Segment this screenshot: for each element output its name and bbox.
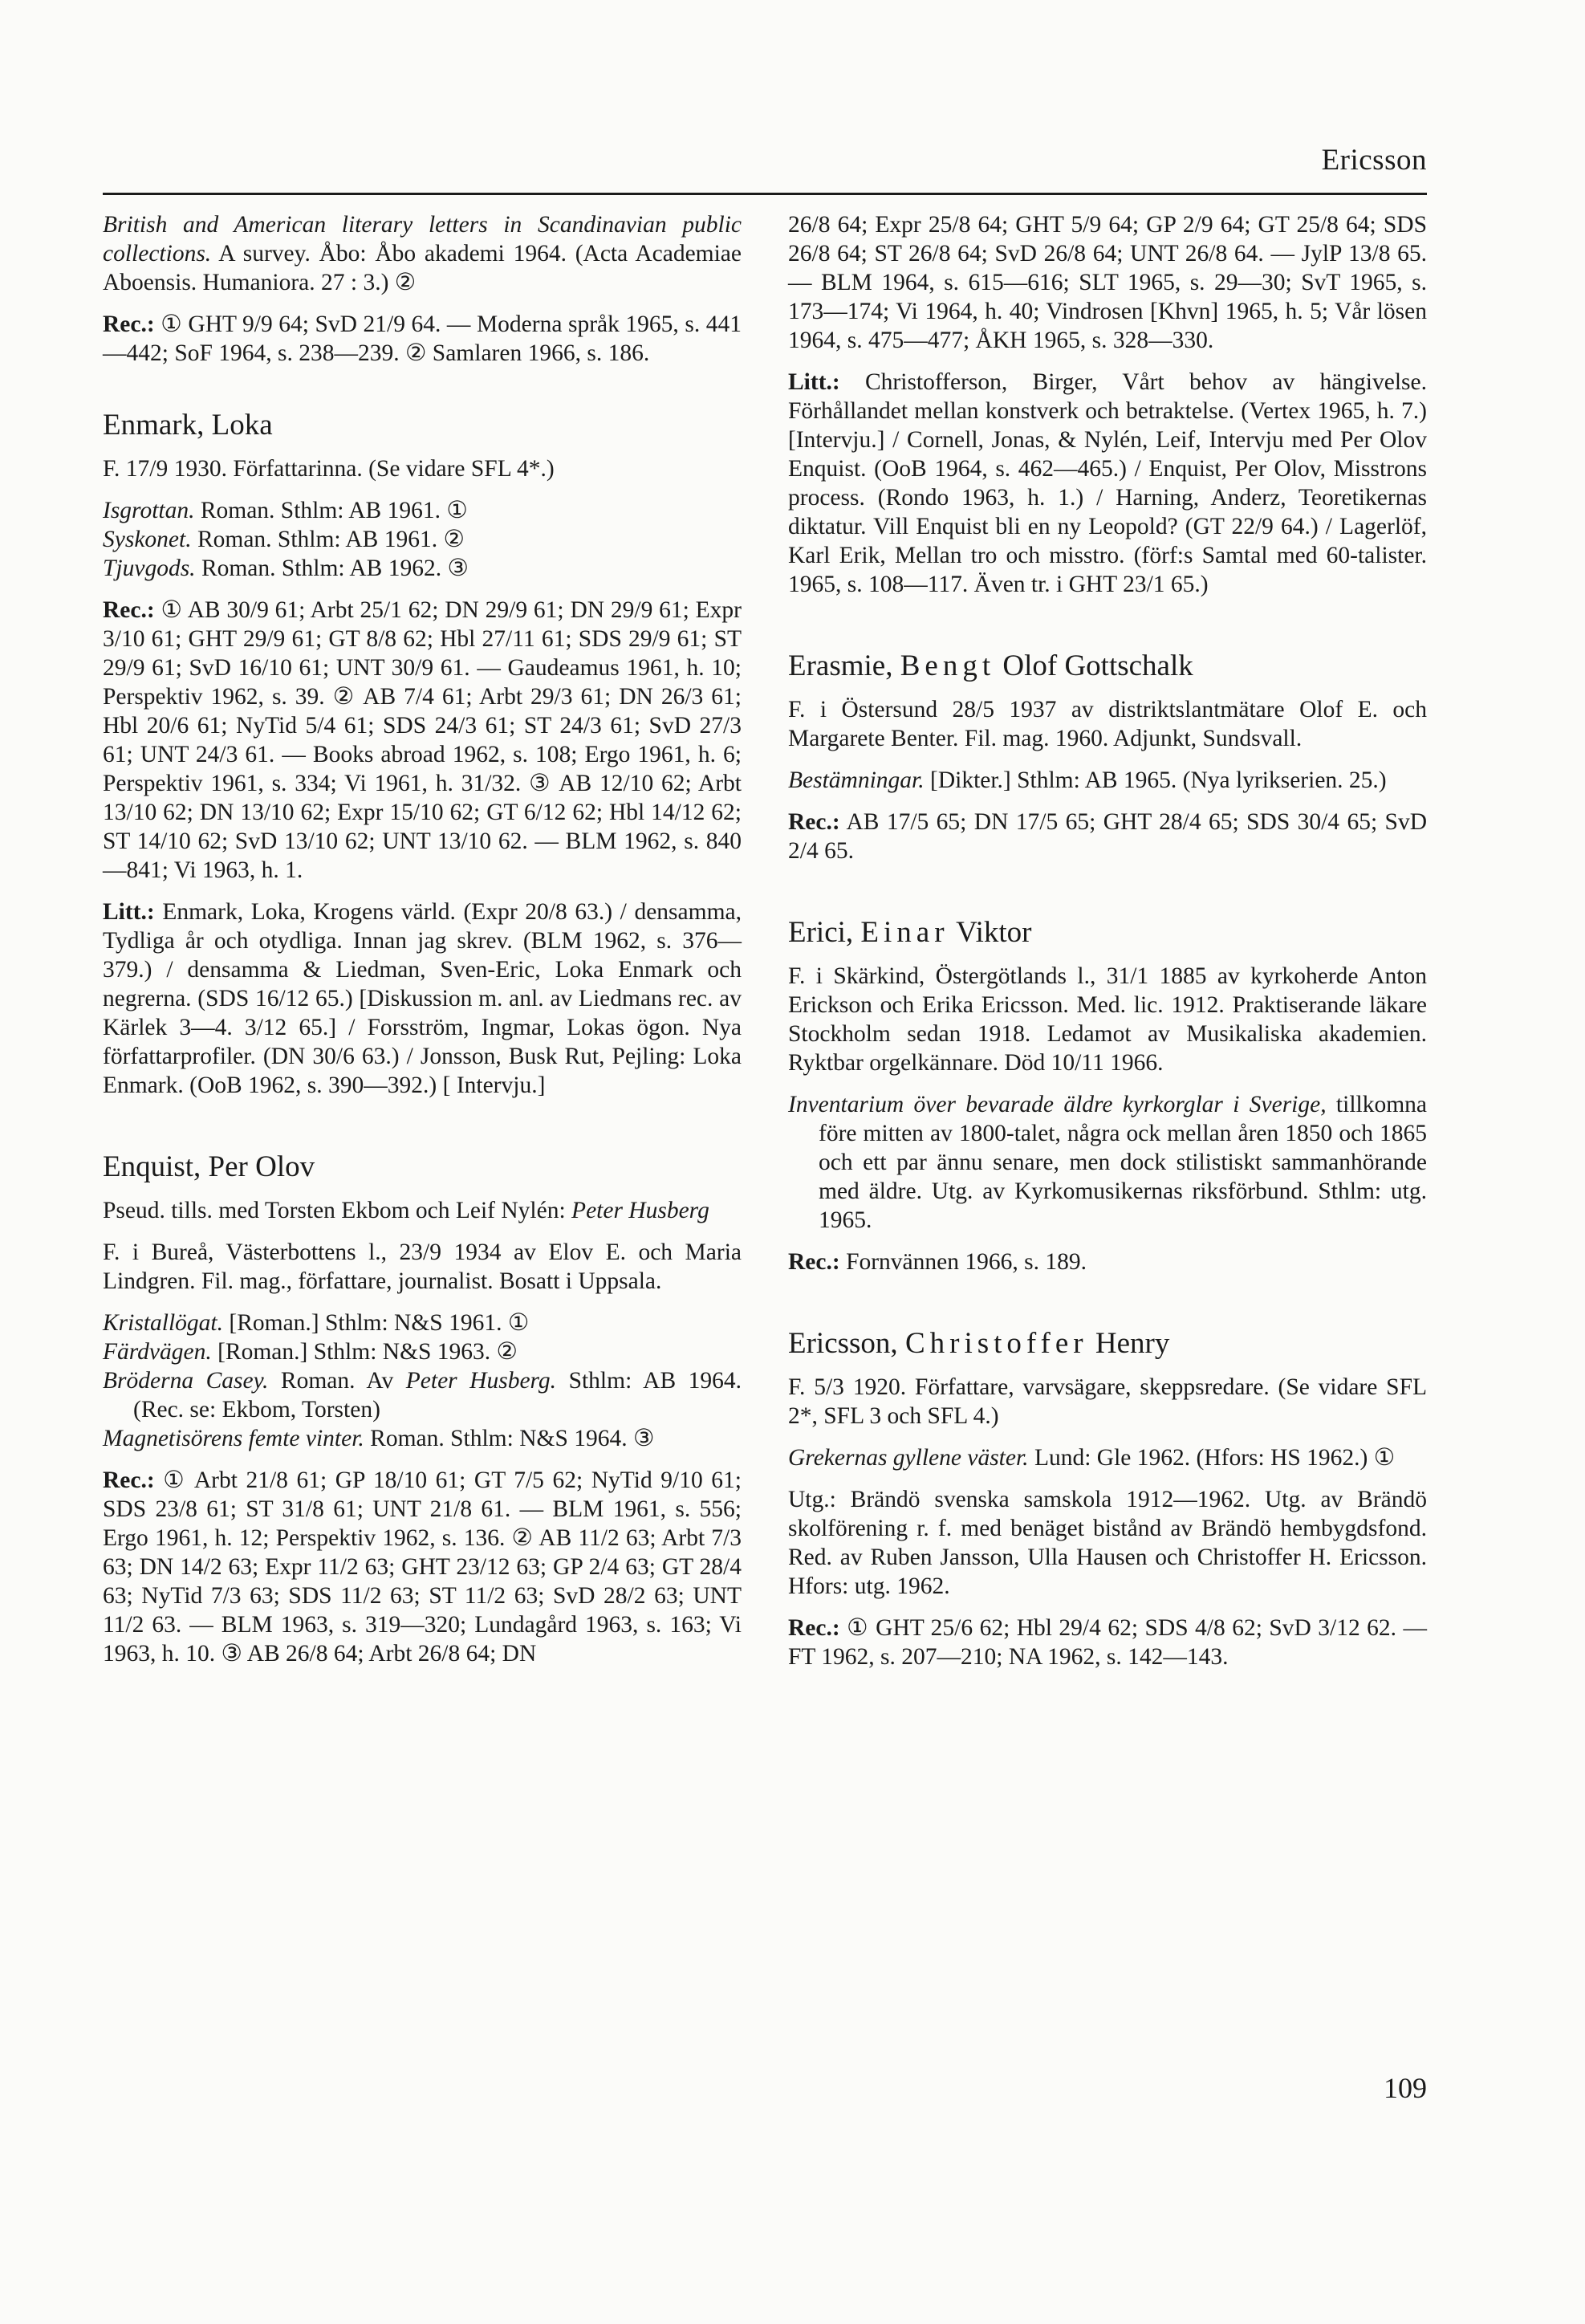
- entry-heading-enquist: Enquist, Per Olov: [103, 1150, 315, 1183]
- work-item: [103, 1366, 742, 1424]
- work-title: Isgrottan.: [103, 498, 195, 523]
- work-item: [103, 496, 742, 525]
- work-details: Roman. Sthlm: N&S 1964. ③: [364, 1426, 655, 1451]
- work-title: Grekernas gyllene väster.: [788, 1445, 1029, 1471]
- work-title: Färdvägen.: [103, 1339, 212, 1365]
- heading-names: Viktor: [949, 916, 1032, 949]
- work-title: British and American literary letters in Scandinavian public collections.: [103, 212, 742, 267]
- work-title: Bröderna Casey.: [103, 1368, 269, 1394]
- entry-continuation: [103, 210, 742, 297]
- work-details: Roman. Sthlm: AB 1961. ①: [194, 498, 468, 523]
- work-details: A survey. Åbo: Åbo akademi 1964. (Acta Academiae Aboensis. Humaniora. 27 : 3.) ②: [103, 241, 742, 295]
- work-item: [103, 525, 742, 554]
- heading-names: Henry: [1087, 1327, 1170, 1360]
- work-details: [Dikter.] Sthlm: AB 1965. (Nya lyrikserien. 25.): [924, 767, 1387, 793]
- header-rule: [103, 193, 1427, 195]
- works-list: [788, 1443, 1427, 1472]
- entry-heading-erici: [788, 915, 1427, 950]
- entry-heading-erasmie: [788, 649, 1427, 684]
- work-details: tillkomna före mitten av 1800-talet, några ock mellan åren 1850 och 1865 och ett par ännu senare, men dock stilistiskt sammanhörande med äldre. Utg. av Kyrkomusikernas riksförbund. Sthlm: utg. 1965.: [819, 1092, 1428, 1233]
- rec-text: ① Arbt 21/8 61; GP 18/10 61; GT 7/5 62; NyTid 9/10 61; SDS 23/8 61; ST 31/8 61; UNT 21/8 61. — BLM 1961, s. 556; Ergo 1961, h. 12; Perspektiv 1962, s. 136. ② AB 11/2 63; Arbt 7/3 63; DN 14/2 63; Expr 11/2 63; GHT 23/12 63; GP 2/4 63; GT 28/4 63; NyTid 7/3 63; SDS 11/2 63; ST 11/2 63; SvD 28/2 63; UNT 11/2 63. — BLM 1963, s. 319—320; Lundagård 1963, s. 163; Vi 1963, h. 10. ③ AB 26/8 64; Arbt 26/8 64; DN: [103, 1467, 742, 1667]
- heading-surname: Erasmie,: [788, 649, 900, 682]
- bio: F. i Östersund 28/5 1937 av distriktslantmätare Olof E. och Margarete Benter. Fil. mag. 1960. Adjunkt, Sundsvall.: [788, 697, 1427, 751]
- work-title: Kristallögat.: [103, 1310, 223, 1336]
- rec-label: Rec.:: [103, 311, 155, 337]
- literature: [788, 368, 1427, 599]
- running-head: Ericsson: [1321, 144, 1427, 177]
- work-details: [Roman.] Sthlm: N&S 1961. ①: [223, 1310, 530, 1336]
- rec-text: ① GHT 9/9 64; SvD 21/9 64. — Moderna språk 1965, s. 441—442; SoF 1964, s. 238—239. ② Samlaren 1966, s. 186.: [103, 311, 742, 366]
- rec-label: Rec.:: [788, 1615, 840, 1641]
- bio: F. 5/3 1920. Författare, varvsägare, skeppsredare. (Se vidare SFL 2*, SFL 3 och SFL 4.): [788, 1374, 1427, 1429]
- work-item: [788, 1090, 1427, 1235]
- rec-label: Rec.:: [788, 1249, 840, 1275]
- bio: F. 17/9 1930. Författarinna. (Se vidare SFL 4*.): [103, 456, 555, 482]
- heading-callname: Christoffer: [904, 1327, 1088, 1360]
- work-details: Roman. Sthlm: AB 1962. ③: [195, 556, 469, 581]
- work-title: Tjuvgods.: [103, 556, 196, 581]
- litt-label: Litt.:: [103, 899, 155, 925]
- heading-names: Olof Gottschalk: [995, 649, 1193, 682]
- work-title: Syskonet.: [103, 527, 192, 552]
- works-list: [788, 1090, 1427, 1235]
- reviews-continuation: 26/8 64; Expr 25/8 64; GHT 5/9 64; GP 2/9 64; GT 25/8 64; SDS 26/8 64; ST 26/8 64; SvD 26/8 64; UNT 26/8 64. — JylP 13/8 65. — BLM 1964, s. 615—616; SLT 1965, s. 29—30; SvT 1965, s. 173—174; Vi 1964, h. 40; Vindrosen [Khvn] 1965, h. 5; Vår lösen 1964, s. 475—477; ÅKH 1965, s. 328—330.: [788, 212, 1427, 353]
- work-details: [Roman.] Sthlm: N&S 1963. ②: [211, 1339, 518, 1365]
- literature: [103, 897, 742, 1100]
- rec-text: ① GHT 25/6 62; Hbl 29/4 62; SDS 4/8 62; SvD 3/12 62. — FT 1962, s. 207—210; NA 1962, s. 142—143.: [788, 1615, 1427, 1670]
- page-number: 109: [1384, 2072, 1427, 2104]
- reviews: [103, 310, 742, 368]
- bio: F. i Skärkind, Östergötlands l., 31/1 1885 av kyrkoherde Anton Erickson och Erika Ericsson. Med. lic. 1912. Praktiserande läkare Stockholm sedan 1918. Ledamot av Musikaliska akademien. Ryktbar orgelkännare. Död 10/11 1966.: [788, 963, 1427, 1076]
- work-item: [103, 1309, 742, 1337]
- litt-label: Litt.:: [788, 369, 840, 395]
- works-list: [103, 1309, 742, 1453]
- work-item: [103, 554, 742, 583]
- rec-text: AB 17/5 65; DN 17/5 65; GHT 28/4 65; SDS 30/4 65; SvD 2/4 65.: [788, 809, 1427, 864]
- left-column: [103, 210, 742, 1681]
- litt-text: Christofferson, Birger, Vårt behov av hängivelse. Förhållandet mellan konstverk och betraktelse. (Vertex 1965, h. 7.) [Intervju.] / Cornell, Jonas, & Nylén, Leif, Intervju med Per Olov Enquist. (OoB 1964, s. 462—465.) / Enquist, Per Olov, Misstrons process. (Rondo 1963, h. 1.) / Harning, Anderz, Teoretikernas diktatur. Vill Enquist bli en ny Leopold? (GT 22/9 64.) / Lagerlöf, Karl Erik, Mellan tro och misstro. (förf:s Samtal med 60-talister. 1965, s. 108—117. Även tr. i GHT 23/1 65.): [788, 369, 1427, 597]
- right-column: [788, 210, 1427, 1684]
- entry-heading-enmark: Enmark, Loka: [103, 409, 273, 442]
- litt-text: Enmark, Loka, Krogens värld. (Expr 20/8 63.) / densamma, Tydliga år och otydliga. Innan jag skrev. (BLM 1962, s. 376—379.) / densamma & Liedman, Sven-Eric, Loka Enmark och negrerna. (SDS 16/12 65.) [Diskussion m. anl. av Liedmans rec. av Kärlek 3—4. 3/12 65.] / Forsström, Ingmar, Lokas ögon. Nya författarprofiler. (DN 30/6 63.) / Jonsson, Busk Rut, Pejling: Loka Enmark. (OoB 1962, s. 390—392.) [ Intervju.]: [103, 899, 742, 1098]
- work-item: [103, 1424, 742, 1453]
- reviews: [788, 808, 1427, 865]
- work-details: Sthlm: AB 1964. (Rec. se: Ekbom, Torsten): [133, 1368, 742, 1422]
- pseud-name: Peter Husberg: [571, 1198, 709, 1223]
- work-title: Inventarium över bevarade äldre kyrkorglar i Sverige,: [788, 1092, 1327, 1117]
- work-item: [788, 766, 1427, 795]
- reviews: [788, 1614, 1427, 1671]
- work-details: Roman. Sthlm: AB 1961. ②: [191, 527, 465, 552]
- work-details: Roman. Av: [268, 1368, 406, 1394]
- pseud-text: Pseud. tills. med Torsten Ekbom och Leif Nylén:: [103, 1198, 572, 1223]
- work-title: Bestämningar.: [788, 767, 925, 793]
- rec-text: Fornvännen 1966, s. 189.: [839, 1249, 1087, 1275]
- reviews: [788, 1247, 1427, 1276]
- rec-label: Rec.:: [103, 597, 155, 623]
- works-list: [788, 766, 1427, 795]
- heading-callname: Einar: [860, 916, 949, 949]
- editor-note: Utg.: Brändö svenska samskola 1912—1962. Utg. av Brändö skolförening r. f. med benäget bistånd av Brändö hembygdsfond. Red. av Ruben Jansson, Ulla Hausen och Christoffer H. Ericsson. Hfors: utg. 1962.: [788, 1487, 1427, 1599]
- pseudonym: [103, 1196, 742, 1225]
- work-details: Lund: Gle 1962. (Hfors: HS 1962.) ①: [1028, 1445, 1396, 1471]
- heading-surname: Erici,: [788, 916, 861, 949]
- heading-surname: Ericsson,: [788, 1327, 905, 1360]
- reviews: [103, 596, 742, 885]
- rec-label: Rec.:: [103, 1467, 155, 1493]
- rec-text: ① AB 30/9 61; Arbt 25/1 62; DN 29/9 61; DN 29/9 61; Expr 3/10 61; GHT 29/9 61; GT 8/8 62; Hbl 27/11 61; SDS 29/9 61; ST 29/9 61; SvD 16/10 61; UNT 30/9 61. — Gaudeamus 1961, h. 10; Perspektiv 1962, s. 39. ② AB 7/4 61; Arbt 29/3 61; DN 26/3 61; Hbl 20/6 61; NyTid 5/4 61; SDS 24/3 61; ST 24/3 61; SvD 27/3 61; UNT 24/3 61. — Books abroad 1962, s. 108; Ergo 1961, h. 6; Perspektiv 1961, s. 334; Vi 1961, h. 31/32. ③ AB 12/10 62; Arbt 13/10 62; DN 13/10 62; Expr 15/10 62; GT 6/12 62; Hbl 14/12 62; ST 14/10 62; SvD 13/10 62; UNT 13/10 62. — BLM 1962, s. 840—841; Vi 1963, h. 1.: [103, 597, 742, 883]
- entry-heading-ericsson: [788, 1326, 1427, 1361]
- work-title: Magnetisörens femte vinter.: [103, 1426, 364, 1451]
- reviews: [103, 1466, 742, 1668]
- rec-label: Rec.:: [788, 809, 840, 835]
- works-list: [103, 496, 742, 583]
- heading-callname: Bengt: [900, 649, 996, 682]
- bio: F. i Bureå, Västerbottens l., 23/9 1934 av Elov E. och Maria Lindgren. Fil. mag., författare, journalist. Bosatt i Uppsala.: [103, 1239, 742, 1294]
- work-item: [788, 1443, 1427, 1472]
- work-item: [103, 1337, 742, 1366]
- work-author: Peter Husberg.: [405, 1368, 557, 1394]
